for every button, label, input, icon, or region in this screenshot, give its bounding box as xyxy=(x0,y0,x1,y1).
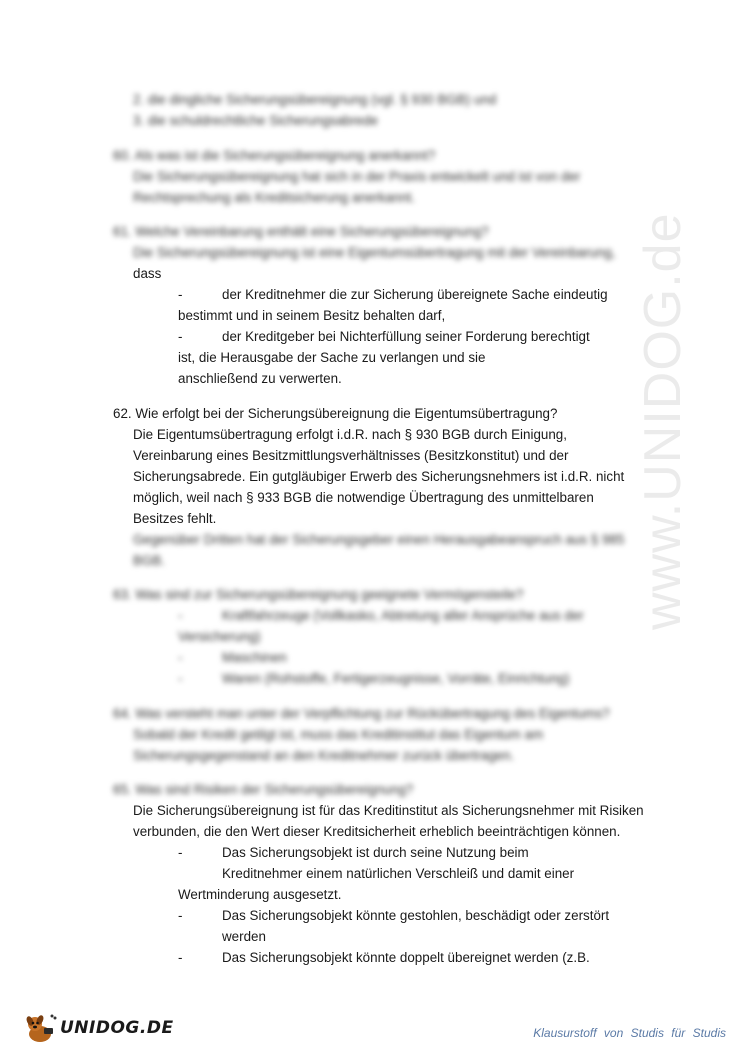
list-dash: - xyxy=(178,908,183,923)
answer-line: Die Eigentumsübertragung erfolgt i.d.R. nach § 930 BGB durch Einigung, xyxy=(133,427,567,442)
list-dash: - xyxy=(178,287,183,302)
question-62: 62. Wie erfolgt bei der Sicherungsübereignung die Eigentumsübertragung? xyxy=(113,406,558,421)
blurred-text-line: Rechtsprechung als Kreditsicherung anerkannt. xyxy=(133,190,416,205)
list-item-text: bestimmt und in seinem Besitz behalten darf, xyxy=(178,308,446,323)
blurred-text-line: Kraftfahrzeuge (Vollkasko, Abtretung aller Ansprüche aus der xyxy=(222,608,584,623)
blurred-text-line: 65. Was sind Risiken der Sicherungsübereignung? xyxy=(113,782,414,797)
list-item-text: Das Sicherungsobjekt könnte gestohlen, beschädigt oder zerstört xyxy=(222,908,610,923)
list-item-text: anschließend zu verwerten. xyxy=(178,371,342,386)
list-item-text: ist, die Herausgabe der Sache zu verlangen und sie xyxy=(178,350,486,365)
blurred-text-line: Sicherungsgegenstand an den Kreditnehmer zurück übertragen. xyxy=(133,748,515,763)
list-item-text: Kreditnehmer einem natürlichen Verschleiß und damit einer xyxy=(222,866,575,881)
blurred-text-line: Versicherung) xyxy=(178,629,261,644)
answer-line: möglich, weil nach § 933 BGB die notwendige Übertragung des unmittelbaren xyxy=(133,490,594,505)
list-item-text: der Kreditgeber bei Nichterfüllung seiner Forderung berechtigt xyxy=(222,329,590,344)
blurred-text-line: - xyxy=(178,608,183,623)
unidog-logo xyxy=(22,1010,174,1046)
logo-text: UNIDOG.DE xyxy=(60,1018,174,1038)
blurred-text-line: Die Sicherungsübereignung hat sich in der Praxis entwickelt und ist von der xyxy=(133,169,581,184)
answer-line: Vereinbarung eines Besitzmittlungsverhältnisses (Besitzkonstitut) und der xyxy=(133,448,569,463)
section61-dass: dass xyxy=(133,266,162,281)
answer-line: Besitzes fehlt. xyxy=(133,511,217,526)
list-dash: - xyxy=(178,950,183,965)
blurred-text-line: - xyxy=(178,671,183,686)
list-item-text: werden xyxy=(222,929,266,944)
blurred-text-line: 64. Was versteht man unter der Verpflichtung zur Rückübertragung des Eigentums? xyxy=(113,706,610,721)
blurred-text-line: Sobald der Kredit getilgt ist, muss das Kreditinstitut das Eigentum am xyxy=(133,727,544,742)
blurred-text-line: - xyxy=(178,650,183,665)
answer-line: verbunden, die den Wert dieser Kreditsicherheit erheblich beeinträchtigen können. xyxy=(133,824,621,839)
blurred-text-line: 2. die dingliche Sicherungsübereignung (vgl. § 930 BGB) und xyxy=(133,92,497,107)
list-dash: - xyxy=(178,329,183,344)
list-item-text: Das Sicherungsobjekt könnte doppelt übereignet werden (z.B. xyxy=(222,950,590,965)
blurred-text-line: Waren (Rohstoffe, Fertigerzeugnisse, Vorräte, Einrichtung) xyxy=(222,671,570,686)
blurred-text-line: 3. die schuldrechtliche Sicherungsabrede xyxy=(133,113,378,128)
blurred-text-line: Gegenüber Dritten hat der Sicherungsgeber einen Herausgabeanspruch aus § 985 xyxy=(133,532,625,547)
list-item-text: Wertminderung ausgesetzt. xyxy=(178,887,342,902)
answer-line: Sicherungsabrede. Ein gutgläubiger Erwerb des Sicherungsnehmers ist i.d.R. nicht xyxy=(133,469,625,484)
blurred-text-line: Die Sicherungsübereignung ist eine Eigentumsübertragung mit der Vereinbarung, xyxy=(133,245,616,260)
list-item-text: der Kreditnehmer die zur Sicherung übereignete Sache eindeutig xyxy=(222,287,608,302)
dog-mascot-icon xyxy=(22,1010,58,1046)
blurred-text-line: Maschinen xyxy=(222,650,287,665)
list-item-text: Das Sicherungsobjekt ist durch seine Nutzung beim xyxy=(222,845,529,860)
footer-tagline: Klausurstoff von Studis für Studis xyxy=(533,1026,726,1040)
blurred-text-line: 61. Welche Vereinbarung enthält eine Sicherungsübereignung? xyxy=(113,224,489,239)
list-dash: - xyxy=(178,845,183,860)
blurred-text-line: 63. Was sind zur Sicherungsübereignung geeignete Vermögensteile? xyxy=(113,587,524,602)
blurred-text-line: BGB. xyxy=(133,553,165,568)
answer-line: Die Sicherungsübereignung ist für das Kreditinstitut als Sicherungsnehmer mit Risiken xyxy=(133,803,644,818)
blurred-text-line: 60. Als was ist die Sicherungsübereignung anerkannt? xyxy=(113,148,436,163)
watermark: www.UNIDOG.de xyxy=(634,212,692,630)
